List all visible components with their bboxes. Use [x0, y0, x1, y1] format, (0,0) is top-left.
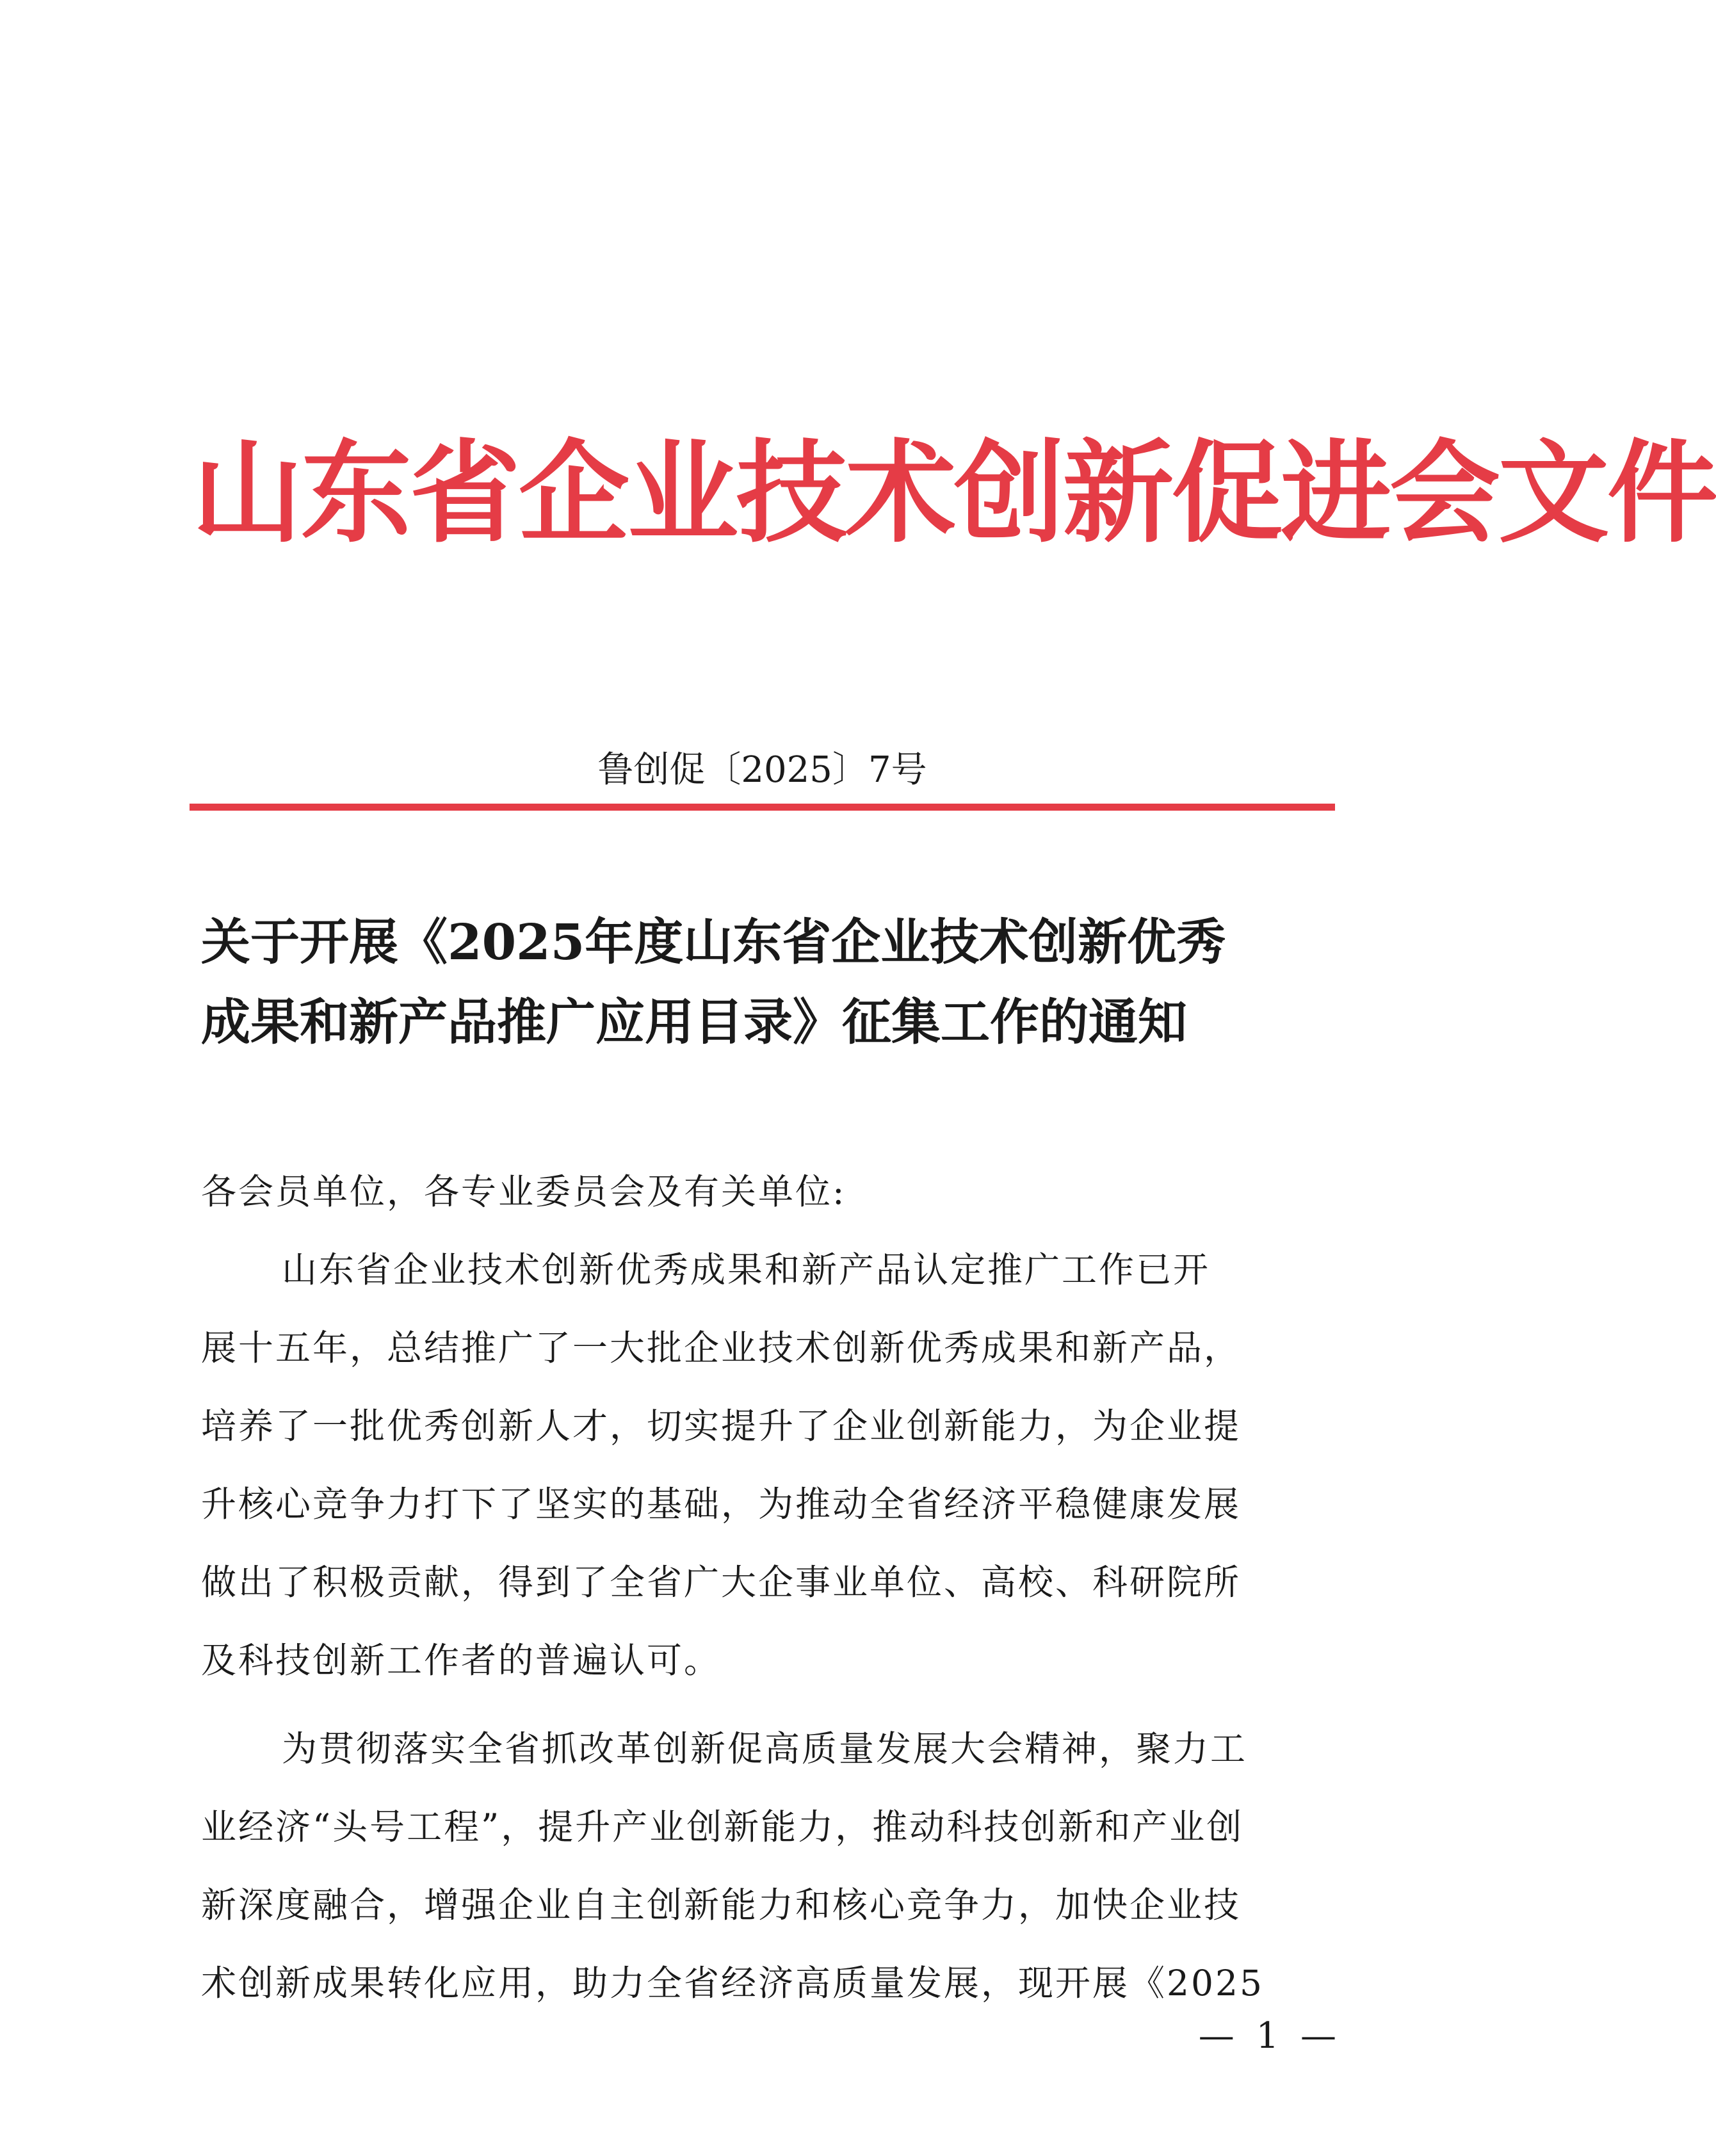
paragraph-line: 升核心竞争力打下了坚实的基础，为推动全省经济平稳健康发展 [201, 1484, 1242, 1525]
paragraph-1 [201, 1231, 1341, 1699]
notice-title-line: 关于开展《2025年度山东省企业技术创新优秀 [201, 914, 1226, 971]
paragraph-line: 术创新成果转化应用，助力全省经济高质量发展，现开展《2025 [201, 1963, 1264, 2004]
document-number: 鲁创促〔2025〕7号 [597, 749, 927, 791]
notice-title [201, 903, 1354, 1063]
salutation: 各会员单位，各专业委员会及有关单位: [201, 1171, 846, 1212]
paragraph-line: 为贯彻落实全省抓改革创新促高质量发展大会精神，聚力工 [282, 1728, 1248, 1769]
paragraph-line: 山东省企业技术创新优秀成果和新产品认定推广工作已开 [282, 1249, 1211, 1290]
paragraph-line: 培养了一批优秀创新人才，切实提升了企业创新能力，为企业提 [201, 1406, 1242, 1447]
page-number: — 1 — [1198, 2015, 1341, 2057]
issuing-authority-title: 山东省企业技术创新促进会文件 [192, 428, 1716, 558]
document-body [201, 1153, 1341, 2022]
paragraph-line: 展十五年，总结推广了一大批企业技术创新优秀成果和新产品， [201, 1327, 1242, 1368]
paragraph-line: 及科技创新工作者的普遍认可。 [201, 1640, 722, 1681]
red-separator-line [190, 804, 1335, 811]
paragraph-line: 新深度融合，增强企业自主创新能力和核心竞争力，加快企业技 [201, 1884, 1242, 1925]
paragraph-line: 业经济“头号工程”，提升产业创新能力，推动科技创新和产业创 [201, 1806, 1244, 1847]
notice-title-line: 成果和新产品推广应用目录》征集工作的通知 [201, 994, 1187, 1051]
paragraph-line: 做出了积极贡献，得到了全省广大企事业单位、高校、科研院所 [201, 1562, 1242, 1603]
paragraph-2 [201, 1710, 1341, 2022]
